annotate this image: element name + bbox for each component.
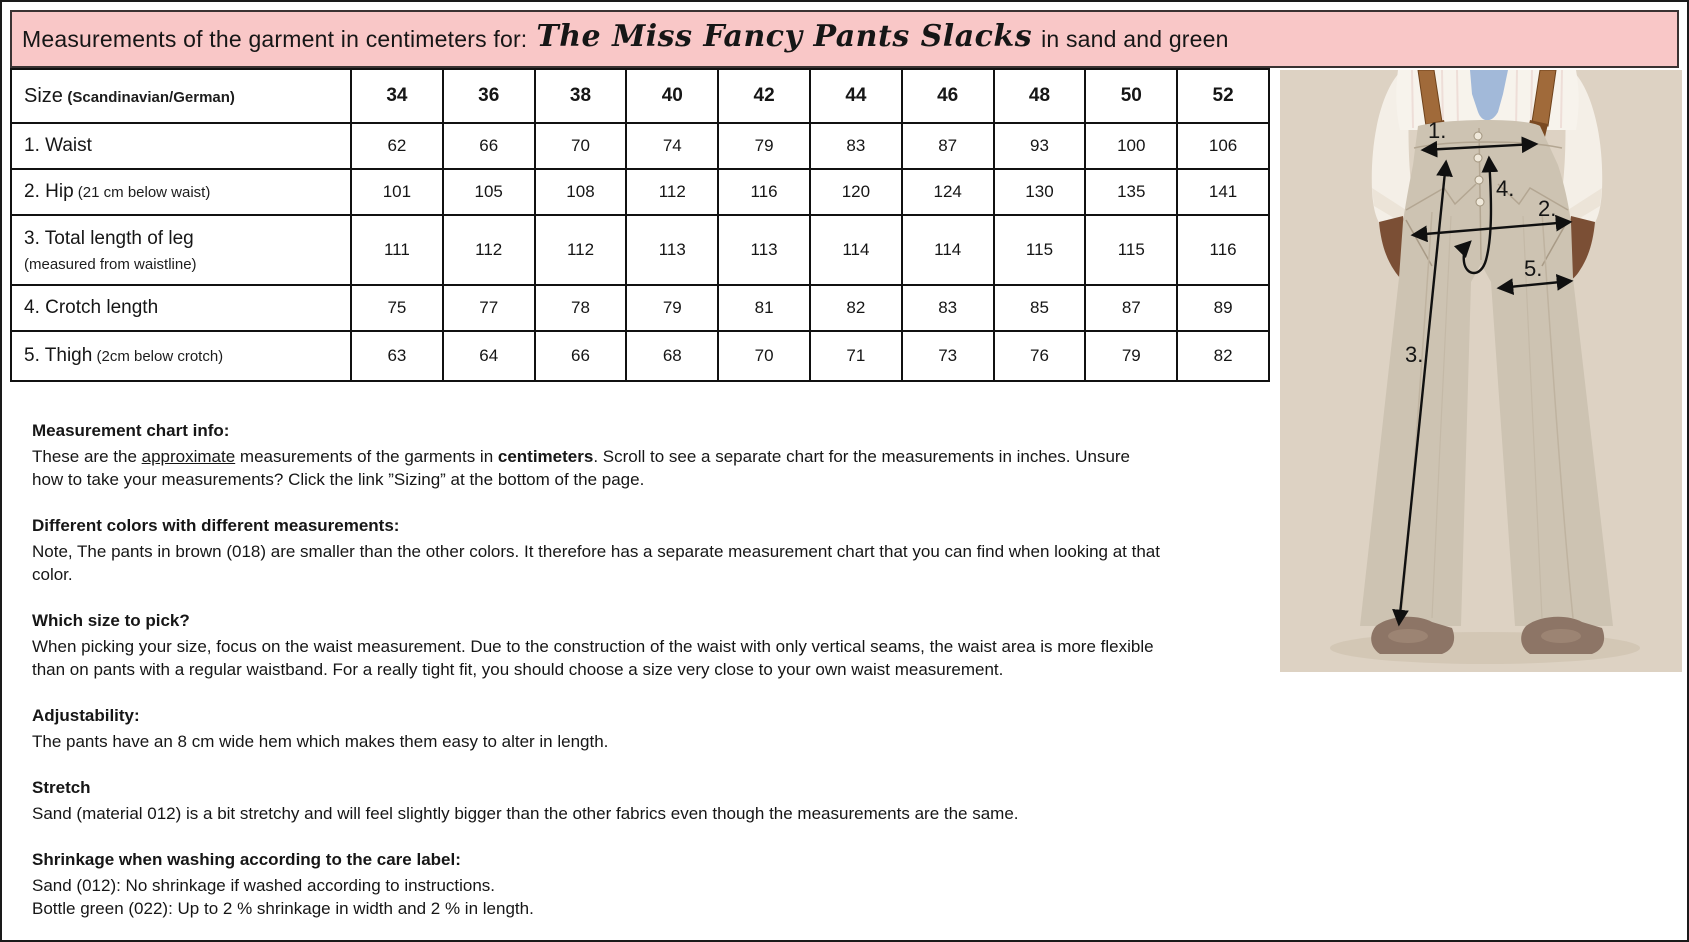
section-shrinkage xyxy=(32,849,1160,920)
size-col-header: 44 xyxy=(810,69,902,123)
measurement-value: 114 xyxy=(902,215,994,285)
measurement-value: 76 xyxy=(994,331,1086,381)
measurement-value: 108 xyxy=(535,169,627,215)
measurement-value: 79 xyxy=(626,285,718,331)
row-label: 3. Total length of leg (measured from waistline) xyxy=(11,215,351,285)
row-label: 5. Thigh (2cm below crotch) xyxy=(11,331,351,381)
measurement-value: 71 xyxy=(810,331,902,381)
section-heading: Shrinkage when washing according to the care label: xyxy=(32,850,461,869)
table-row xyxy=(11,215,1269,285)
measurement-value: 141 xyxy=(1177,169,1269,215)
measurement-value: 112 xyxy=(626,169,718,215)
size-col-header: 34 xyxy=(351,69,443,123)
measurement-value: 83 xyxy=(810,123,902,169)
measurement-value: 66 xyxy=(443,123,535,169)
section-body: Sand (material 012) is a bit stretchy and will feel slightly bigger than the other fabrics even though the measurements are the same. xyxy=(32,804,1019,823)
table-row xyxy=(11,285,1269,331)
section-heading: Different colors with different measurements: xyxy=(32,516,400,535)
table-row xyxy=(11,331,1269,381)
measurement-value: 70 xyxy=(535,123,627,169)
banner-suffix: in sand and green xyxy=(1041,25,1229,52)
section-different-colors xyxy=(32,515,1160,586)
measurement-value: 113 xyxy=(718,215,810,285)
section-body: Note, The pants in brown (018) are smaller than the other colors. It therefore has a separate measurement chart that you can find when looking at that color. xyxy=(32,542,1160,584)
size-col-header: 52 xyxy=(1177,69,1269,123)
measurement-table xyxy=(10,68,1270,382)
body-text: These are the xyxy=(32,447,142,466)
size-header-cell xyxy=(11,69,351,123)
section-stretch xyxy=(32,777,1160,825)
measurement-value: 73 xyxy=(902,331,994,381)
bold-text: centimeters xyxy=(497,447,594,466)
underlined-text: approximate xyxy=(141,447,236,466)
measurement-value: 63 xyxy=(351,331,443,381)
section-which-size xyxy=(32,610,1160,681)
measurement-value: 106 xyxy=(1177,123,1269,169)
size-header-row xyxy=(11,69,1269,123)
table-row xyxy=(11,123,1269,169)
section-body: When picking your size, focus on the waist measurement. Due to the construction of the waist with only vertical seams, the waist area is more flexible than on pants with a regular waistband. For a really tight fit, you should choose a size very close to your own waist measurement. xyxy=(32,637,1154,679)
measurement-value: 82 xyxy=(1177,331,1269,381)
measurement-value: 116 xyxy=(1177,215,1269,285)
measurement-value: 135 xyxy=(1085,169,1177,215)
label-3: 3. xyxy=(1405,342,1424,367)
measurement-value: 113 xyxy=(626,215,718,285)
section-body-line: Bottle green (022): Up to 2 % shrinkage in width and 2 % in length. xyxy=(32,899,534,918)
measurement-value: 74 xyxy=(626,123,718,169)
measurement-value: 62 xyxy=(351,123,443,169)
measurement-value: 112 xyxy=(443,215,535,285)
measurement-value: 64 xyxy=(443,331,535,381)
measurement-value: 66 xyxy=(535,331,627,381)
row-label: 2. Hip (21 cm below waist) xyxy=(11,169,351,215)
measurement-value: 87 xyxy=(1085,285,1177,331)
label-2: 2. xyxy=(1538,196,1557,221)
measurement-value: 70 xyxy=(718,331,810,381)
measurement-value: 124 xyxy=(902,169,994,215)
measurement-value: 114 xyxy=(810,215,902,285)
garment-photo-svg xyxy=(1280,70,1682,672)
measurement-value: 83 xyxy=(902,285,994,331)
section-heading: Measurement chart info: xyxy=(32,421,230,440)
measurement-value: 68 xyxy=(626,331,718,381)
size-col-header: 40 xyxy=(626,69,718,123)
section-heading: Which size to pick? xyxy=(32,611,190,630)
measurement-value: 79 xyxy=(718,123,810,169)
banner-prefix: Measurements of the garment in centimeters for: xyxy=(22,25,528,52)
banner xyxy=(10,10,1679,68)
measurement-value: 87 xyxy=(902,123,994,169)
section-heading: Adjustability: xyxy=(32,706,140,725)
measurement-value: 89 xyxy=(1177,285,1269,331)
section-adjustability xyxy=(32,705,1160,753)
section-chart-info xyxy=(32,420,1160,491)
row-label: 1. Waist xyxy=(11,123,351,169)
measurement-value: 81 xyxy=(718,285,810,331)
product-name: The Miss Fancy Pants Slacks xyxy=(536,19,1033,54)
info-sections xyxy=(32,420,1160,920)
garment-photo xyxy=(1280,70,1682,672)
measurement-value: 82 xyxy=(810,285,902,331)
section-body xyxy=(32,445,1160,491)
measurement-value: 111 xyxy=(351,215,443,285)
section-body: The pants have an 8 cm wide hem which makes them easy to alter in length. xyxy=(32,732,609,751)
measurement-value: 93 xyxy=(994,123,1086,169)
measurement-tbody xyxy=(11,123,1269,381)
row-label: 4. Crotch length xyxy=(11,285,351,331)
label-5: 5. xyxy=(1524,256,1543,281)
table-row xyxy=(11,169,1269,215)
size-col-header: 48 xyxy=(994,69,1086,123)
label-1: 1. xyxy=(1428,118,1447,143)
measurement-value: 115 xyxy=(1085,215,1177,285)
measurement-value: 75 xyxy=(351,285,443,331)
label-4: 4. xyxy=(1496,176,1515,201)
size-col-header: 50 xyxy=(1085,69,1177,123)
measurement-value: 105 xyxy=(443,169,535,215)
measurement-value: 120 xyxy=(810,169,902,215)
size-label: Size xyxy=(24,84,63,107)
section-body-line: Sand (012): No shrinkage if washed according to instructions. xyxy=(32,876,496,895)
body-text: . Scroll to see a separate chart for the measurements in inches. Unsure how to take your measurements? Click the link ”Sizing” at the bottom of the page. xyxy=(32,447,1131,489)
size-note: (Scandinavian/German) xyxy=(67,88,235,106)
size-col-header: 38 xyxy=(535,69,627,123)
size-col-header: 46 xyxy=(902,69,994,123)
measurement-value: 100 xyxy=(1085,123,1177,169)
measurement-value: 79 xyxy=(1085,331,1177,381)
measurement-value: 112 xyxy=(535,215,627,285)
measurement-value: 115 xyxy=(994,215,1086,285)
size-col-header: 42 xyxy=(718,69,810,123)
measurement-value: 130 xyxy=(994,169,1086,215)
measurement-value: 101 xyxy=(351,169,443,215)
measurement-value: 85 xyxy=(994,285,1086,331)
measurement-value: 77 xyxy=(443,285,535,331)
measurement-value: 78 xyxy=(535,285,627,331)
size-col-header: 36 xyxy=(443,69,535,123)
section-heading: Stretch xyxy=(32,778,91,797)
body-text: measurements of the garments in xyxy=(235,447,498,466)
measurement-value: 116 xyxy=(718,169,810,215)
